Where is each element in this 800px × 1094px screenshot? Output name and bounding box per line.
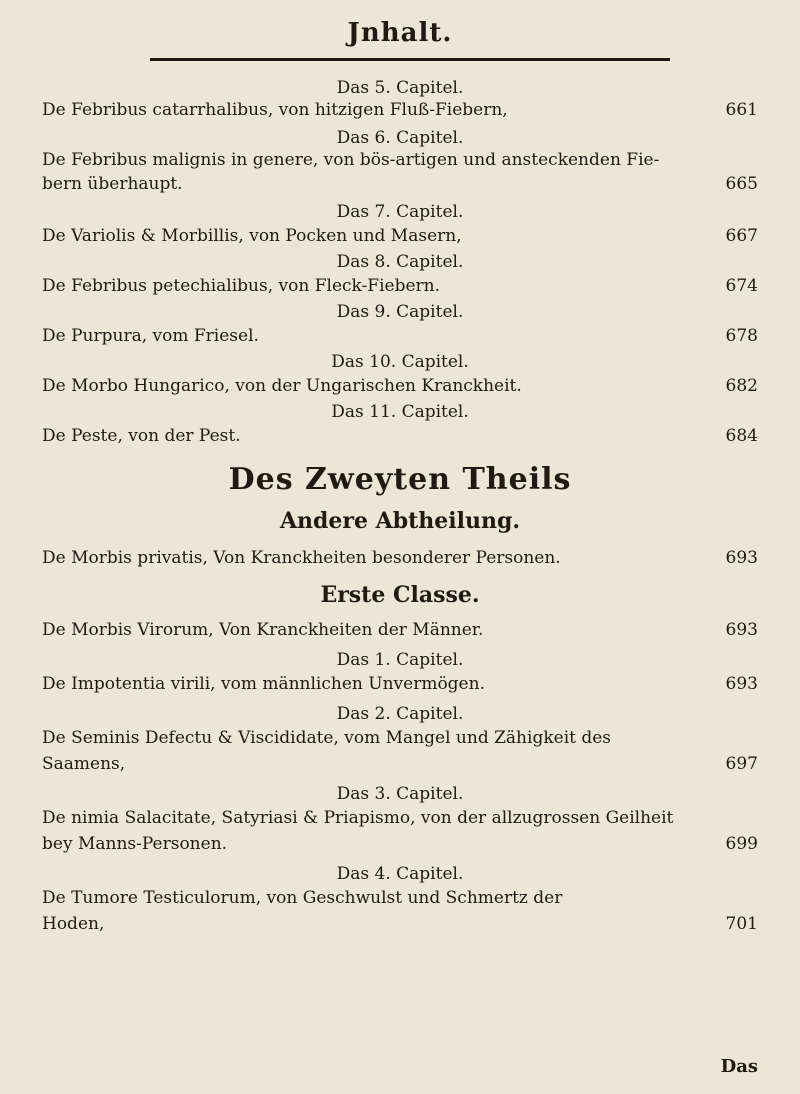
chapter-heading: Das 10. Capitel. <box>331 352 469 372</box>
chapter-heading: Das 7. Capitel. <box>336 202 464 222</box>
chapter-heading: Das 9. Capitel. <box>336 302 464 322</box>
entry-text: De Tumore Testiculorum, von Geschwulst und Schmertz der <box>42 888 563 908</box>
chapter-heading: Das 2. Capitel. <box>336 704 464 724</box>
toc-entry <box>42 754 758 774</box>
chapter-heading: Das 3. Capitel. <box>336 784 464 804</box>
toc-entry <box>42 620 758 640</box>
entry-text: De Peste, von der Pest. <box>42 426 241 446</box>
entry-text: Hoden, <box>42 914 105 934</box>
entry-text: bey Manns-Personen. <box>42 834 228 854</box>
entry-text: Saamens, <box>42 754 126 774</box>
toc-entry <box>42 914 758 934</box>
toc-entry <box>42 728 758 748</box>
part-title: Des Zweyten Theils <box>228 462 572 497</box>
chapter-heading: Das 11. Capitel. <box>331 402 469 422</box>
catchword: Das <box>720 1056 758 1077</box>
part-subtitle: Andere Abtheilung. <box>279 508 521 534</box>
page-number: 701 <box>725 914 758 934</box>
entry-text: De nimia Salacitate, Satyriasi & Priapismo, von der allzugrossen Geilheit <box>42 808 674 828</box>
toc-entry <box>42 100 758 120</box>
page-number: 678 <box>725 326 758 346</box>
page-number: 661 <box>725 100 758 120</box>
chapter-heading: Das 8. Capitel. <box>336 252 464 272</box>
entry-text: De Variolis & Morbillis, von Pocken und Masern, <box>42 226 462 246</box>
chapter-heading: Das 6. Capitel. <box>336 128 464 148</box>
toc-entry <box>42 276 758 296</box>
entry-text: De Febribus petechialibus, von Fleck-Fiebern. <box>42 276 441 296</box>
toc-entry <box>42 834 758 854</box>
toc-entry <box>42 376 758 396</box>
toc-entry <box>42 174 758 194</box>
entry-text: De Febribus malignis in genere, von bös-artigen und ansteckenden Fie- <box>42 150 660 170</box>
entry-text: bern überhaupt. <box>42 174 183 194</box>
toc-entry <box>42 674 758 694</box>
entry-text: De Morbis Virorum, Von Kranckheiten der Männer. <box>42 620 484 640</box>
page-number: 699 <box>725 834 758 854</box>
toc-entry <box>42 150 758 170</box>
entry-text: De Morbis privatis, Von Kranckheiten besonderer Personen. <box>42 548 561 568</box>
entry-text: De Morbo Hungarico, von der Ungarischen Kranckheit. <box>42 376 522 396</box>
header-rule <box>150 58 670 61</box>
toc-entry <box>42 808 758 828</box>
toc-entry <box>42 888 758 908</box>
entry-text: De Febribus catarrhalibus, von hitzigen Fluß-Fiebern, <box>42 100 508 120</box>
page-header: Jnhalt. <box>347 18 453 48</box>
toc-entry <box>42 226 758 246</box>
page-number: 693 <box>725 548 758 568</box>
page-number: 674 <box>725 276 758 296</box>
page-number: 667 <box>725 226 758 246</box>
page-number: 697 <box>725 754 758 774</box>
entry-text: De Purpura, vom Friesel. <box>42 326 259 346</box>
page-number: 693 <box>725 620 758 640</box>
page-number: 684 <box>725 426 758 446</box>
toc-entry <box>42 326 758 346</box>
entry-text: De Seminis Defectu & Viscididate, vom Mangel und Zähigkeit des <box>42 728 612 748</box>
toc-entry <box>42 548 758 568</box>
page-number: 682 <box>725 376 758 396</box>
class-title: Erste Classe. <box>320 582 480 608</box>
chapter-heading: Das 5. Capitel. <box>336 78 464 98</box>
entry-text: De Impotentia virili, vom männlichen Unvermögen. <box>42 674 485 694</box>
chapter-heading: Das 1. Capitel. <box>336 650 464 670</box>
page-number: 665 <box>725 174 758 194</box>
chapter-heading: Das 4. Capitel. <box>336 864 464 884</box>
toc-entry <box>42 426 758 446</box>
page-number: 693 <box>725 674 758 694</box>
